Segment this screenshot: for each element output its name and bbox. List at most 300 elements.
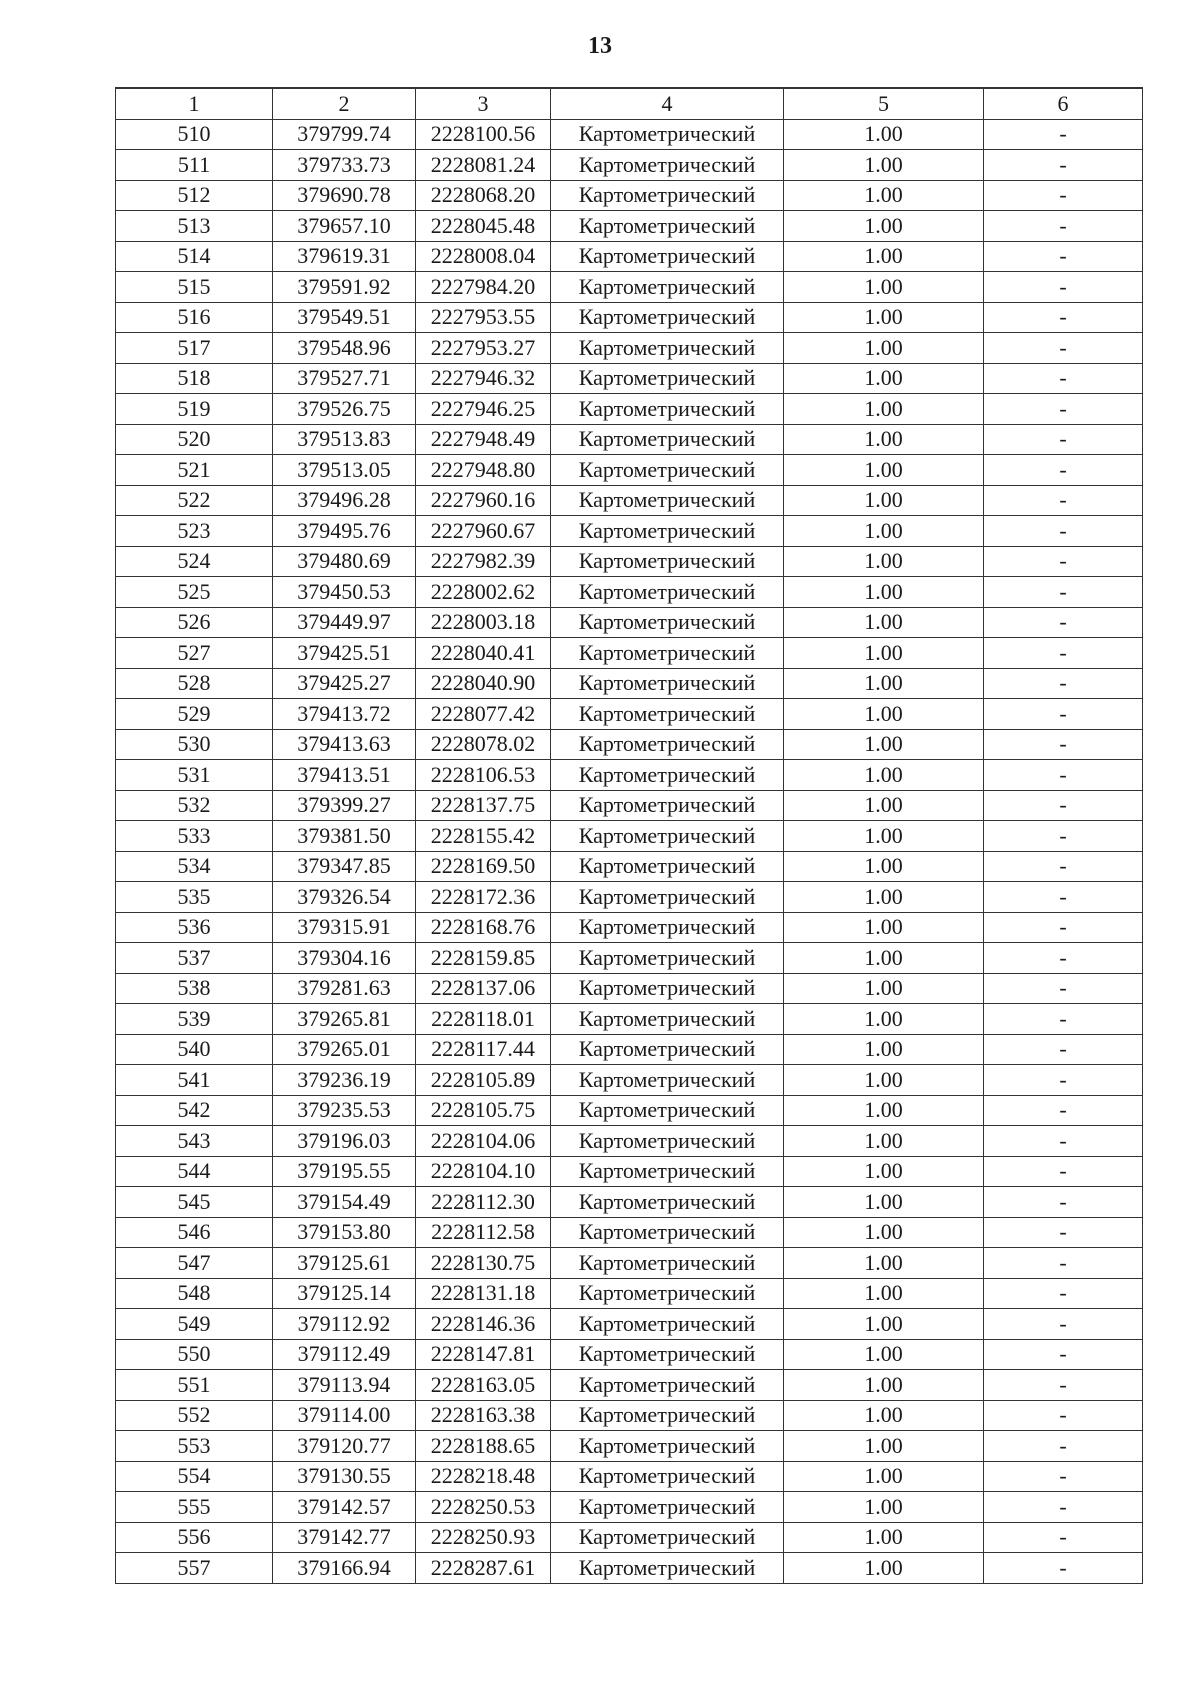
cell-accuracy: 1.00 (784, 638, 984, 669)
cell-method: Картометрический (551, 1492, 784, 1523)
cell-method: Картометрический (551, 1004, 784, 1035)
cell-note: - (984, 1065, 1143, 1096)
table-row (116, 1248, 1143, 1279)
cell-note: - (984, 973, 1143, 1004)
cell-point-number: 525 (116, 577, 273, 608)
cell-accuracy: 1.00 (784, 760, 984, 791)
cell-coord-x: 379236.19 (273, 1065, 416, 1096)
cell-accuracy: 1.00 (784, 1553, 984, 1584)
cell-coord-x: 379449.97 (273, 607, 416, 638)
cell-point-number: 554 (116, 1461, 273, 1492)
cell-coord-y: 2228100.56 (416, 119, 551, 150)
cell-accuracy: 1.00 (784, 1309, 984, 1340)
table-row (116, 333, 1143, 364)
cell-accuracy: 1.00 (784, 1187, 984, 1218)
cell-method: Картометрический (551, 607, 784, 638)
cell-point-number: 557 (116, 1553, 273, 1584)
column-header-1: 1 (116, 88, 273, 119)
table-row (116, 1461, 1143, 1492)
cell-accuracy: 1.00 (784, 1278, 984, 1309)
cell-coord-y: 2228008.04 (416, 241, 551, 272)
table-row (116, 424, 1143, 455)
cell-method: Картометрический (551, 638, 784, 669)
cell-coord-x: 379381.50 (273, 821, 416, 852)
cell-point-number: 552 (116, 1400, 273, 1431)
cell-note: - (984, 1553, 1143, 1584)
cell-note: - (984, 211, 1143, 242)
cell-coord-y: 2228218.48 (416, 1461, 551, 1492)
table-row (116, 1553, 1143, 1584)
cell-note: - (984, 943, 1143, 974)
cell-method: Картометрический (551, 821, 784, 852)
cell-coord-x: 379120.77 (273, 1431, 416, 1462)
cell-coord-y: 2228250.53 (416, 1492, 551, 1523)
cell-coord-y: 2227948.80 (416, 455, 551, 486)
cell-accuracy: 1.00 (784, 394, 984, 425)
table-row (116, 1095, 1143, 1126)
cell-method: Картометрический (551, 1034, 784, 1065)
cell-point-number: 521 (116, 455, 273, 486)
cell-note: - (984, 1522, 1143, 1553)
cell-coord-y: 2228117.44 (416, 1034, 551, 1065)
cell-note: - (984, 1400, 1143, 1431)
cell-point-number: 533 (116, 821, 273, 852)
cell-method: Картометрический (551, 1400, 784, 1431)
cell-coord-y: 2228147.81 (416, 1339, 551, 1370)
cell-method: Картометрический (551, 485, 784, 516)
cell-coord-y: 2227946.25 (416, 394, 551, 425)
table-row (116, 119, 1143, 150)
cell-note: - (984, 241, 1143, 272)
cell-point-number: 528 (116, 668, 273, 699)
cell-coord-y: 2228168.76 (416, 912, 551, 943)
cell-accuracy: 1.00 (784, 607, 984, 638)
cell-point-number: 543 (116, 1126, 273, 1157)
cell-point-number: 551 (116, 1370, 273, 1401)
cell-method: Картометрический (551, 1187, 784, 1218)
table-header (116, 88, 1143, 119)
cell-coord-y: 2228169.50 (416, 851, 551, 882)
cell-coord-y: 2228163.38 (416, 1400, 551, 1431)
cell-method: Картометрический (551, 1461, 784, 1492)
cell-note: - (984, 546, 1143, 577)
cell-accuracy: 1.00 (784, 1492, 984, 1523)
cell-method: Картометрический (551, 1126, 784, 1157)
table-row (116, 394, 1143, 425)
cell-coord-y: 2228155.42 (416, 821, 551, 852)
cell-coord-y: 2227982.39 (416, 546, 551, 577)
cell-point-number: 530 (116, 729, 273, 760)
cell-note: - (984, 150, 1143, 181)
cell-method: Картометрический (551, 1065, 784, 1096)
cell-note: - (984, 272, 1143, 303)
cell-accuracy: 1.00 (784, 851, 984, 882)
cell-method: Картометрический (551, 729, 784, 760)
cell-point-number: 549 (116, 1309, 273, 1340)
cell-method: Картометрический (551, 241, 784, 272)
cell-accuracy: 1.00 (784, 1156, 984, 1187)
cell-note: - (984, 119, 1143, 150)
cell-point-number: 548 (116, 1278, 273, 1309)
table-body (116, 119, 1143, 1583)
cell-coord-x: 379413.63 (273, 729, 416, 760)
table-row (116, 577, 1143, 608)
cell-point-number: 534 (116, 851, 273, 882)
cell-note: - (984, 455, 1143, 486)
cell-note: - (984, 1156, 1143, 1187)
cell-coord-x: 379480.69 (273, 546, 416, 577)
table-row (116, 211, 1143, 242)
cell-coord-y: 2228137.75 (416, 790, 551, 821)
cell-coord-x: 379450.53 (273, 577, 416, 608)
cell-note: - (984, 1248, 1143, 1279)
cell-point-number: 510 (116, 119, 273, 150)
table-row (116, 1156, 1143, 1187)
cell-method: Картометрический (551, 150, 784, 181)
cell-method: Картометрический (551, 455, 784, 486)
cell-note: - (984, 577, 1143, 608)
cell-coord-x: 379112.49 (273, 1339, 416, 1370)
cell-point-number: 524 (116, 546, 273, 577)
cell-coord-x: 379548.96 (273, 333, 416, 364)
cell-coord-y: 2228188.65 (416, 1431, 551, 1462)
cell-coord-y: 2228112.30 (416, 1187, 551, 1218)
cell-accuracy: 1.00 (784, 1217, 984, 1248)
cell-note: - (984, 394, 1143, 425)
cell-accuracy: 1.00 (784, 1522, 984, 1553)
cell-method: Картометрический (551, 1522, 784, 1553)
cell-point-number: 531 (116, 760, 273, 791)
cell-method: Картометрический (551, 333, 784, 364)
page-number: 13 (588, 33, 612, 59)
cell-note: - (984, 333, 1143, 364)
table-row (116, 607, 1143, 638)
cell-point-number: 517 (116, 333, 273, 364)
cell-coord-x: 379304.16 (273, 943, 416, 974)
table-row (116, 1400, 1143, 1431)
cell-method: Картометрический (551, 119, 784, 150)
cell-coord-y: 2228068.20 (416, 180, 551, 211)
cell-accuracy: 1.00 (784, 516, 984, 547)
cell-coord-y: 2228250.93 (416, 1522, 551, 1553)
cell-coord-x: 379315.91 (273, 912, 416, 943)
cell-accuracy: 1.00 (784, 1431, 984, 1462)
table-row (116, 1217, 1143, 1248)
cell-point-number: 538 (116, 973, 273, 1004)
cell-note: - (984, 851, 1143, 882)
cell-accuracy: 1.00 (784, 119, 984, 150)
cell-method: Картометрический (551, 577, 784, 608)
table-row (116, 851, 1143, 882)
cell-method: Картометрический (551, 1553, 784, 1584)
cell-method: Картометрический (551, 882, 784, 913)
cell-method: Картометрический (551, 363, 784, 394)
table-row (116, 180, 1143, 211)
cell-accuracy: 1.00 (784, 1248, 984, 1279)
cell-accuracy: 1.00 (784, 912, 984, 943)
cell-method: Картометрический (551, 1309, 784, 1340)
cell-method: Картометрический (551, 1248, 784, 1279)
cell-point-number: 556 (116, 1522, 273, 1553)
cell-accuracy: 1.00 (784, 455, 984, 486)
cell-accuracy: 1.00 (784, 1126, 984, 1157)
cell-coord-x: 379591.92 (273, 272, 416, 303)
cell-note: - (984, 1126, 1143, 1157)
table-row (116, 729, 1143, 760)
table-row (116, 1034, 1143, 1065)
cell-point-number: 520 (116, 424, 273, 455)
cell-coord-x: 379526.75 (273, 394, 416, 425)
cell-accuracy: 1.00 (784, 729, 984, 760)
cell-accuracy: 1.00 (784, 333, 984, 364)
cell-coord-x: 379154.49 (273, 1187, 416, 1218)
cell-method: Картометрический (551, 424, 784, 455)
cell-coord-x: 379425.27 (273, 668, 416, 699)
table-row (116, 546, 1143, 577)
cell-point-number: 546 (116, 1217, 273, 1248)
coordinates-table (115, 87, 1143, 1584)
cell-point-number: 523 (116, 516, 273, 547)
table-row (116, 1370, 1143, 1401)
table-row (116, 241, 1143, 272)
cell-accuracy: 1.00 (784, 1065, 984, 1096)
table-row (116, 516, 1143, 547)
cell-coord-y: 2228131.18 (416, 1278, 551, 1309)
cell-coord-x: 379513.83 (273, 424, 416, 455)
cell-coord-y: 2228077.42 (416, 699, 551, 730)
cell-accuracy: 1.00 (784, 668, 984, 699)
cell-note: - (984, 424, 1143, 455)
cell-point-number: 535 (116, 882, 273, 913)
table-row (116, 912, 1143, 943)
cell-method: Картометрический (551, 180, 784, 211)
cell-coord-x: 379166.94 (273, 1553, 416, 1584)
cell-method: Картометрический (551, 272, 784, 303)
cell-accuracy: 1.00 (784, 1095, 984, 1126)
cell-coord-y: 2228130.75 (416, 1248, 551, 1279)
cell-method: Картометрический (551, 912, 784, 943)
table-row (116, 882, 1143, 913)
cell-method: Картометрический (551, 973, 784, 1004)
cell-coord-y: 2227953.27 (416, 333, 551, 364)
cell-coord-y: 2228104.06 (416, 1126, 551, 1157)
cell-note: - (984, 882, 1143, 913)
cell-coord-x: 379496.28 (273, 485, 416, 516)
cell-accuracy: 1.00 (784, 302, 984, 333)
cell-coord-x: 379130.55 (273, 1461, 416, 1492)
cell-coord-y: 2228159.85 (416, 943, 551, 974)
cell-method: Картометрический (551, 302, 784, 333)
cell-note: - (984, 760, 1143, 791)
cell-coord-x: 379195.55 (273, 1156, 416, 1187)
cell-coord-x: 379114.00 (273, 1400, 416, 1431)
cell-coord-x: 379326.54 (273, 882, 416, 913)
cell-point-number: 553 (116, 1431, 273, 1462)
cell-coord-y: 2228078.02 (416, 729, 551, 760)
cell-point-number: 526 (116, 607, 273, 638)
table-row (116, 790, 1143, 821)
cell-point-number: 529 (116, 699, 273, 730)
cell-point-number: 527 (116, 638, 273, 669)
cell-accuracy: 1.00 (784, 1034, 984, 1065)
cell-accuracy: 1.00 (784, 363, 984, 394)
cell-accuracy: 1.00 (784, 943, 984, 974)
table-row (116, 485, 1143, 516)
table-row (116, 943, 1143, 974)
cell-coord-y: 2228287.61 (416, 1553, 551, 1584)
table-row (116, 760, 1143, 791)
table-row (116, 455, 1143, 486)
column-header-2: 2 (273, 88, 416, 119)
column-header-3: 3 (416, 88, 551, 119)
cell-coord-x: 379425.51 (273, 638, 416, 669)
cell-method: Картометрический (551, 760, 784, 791)
cell-method: Картометрический (551, 546, 784, 577)
cell-point-number: 516 (116, 302, 273, 333)
cell-note: - (984, 699, 1143, 730)
cell-method: Картометрический (551, 394, 784, 425)
cell-coord-x: 379527.71 (273, 363, 416, 394)
cell-note: - (984, 485, 1143, 516)
cell-note: - (984, 1217, 1143, 1248)
cell-coord-x: 379413.72 (273, 699, 416, 730)
cell-accuracy: 1.00 (784, 1461, 984, 1492)
cell-coord-x: 379265.81 (273, 1004, 416, 1035)
table-row (116, 1522, 1143, 1553)
cell-coord-x: 379733.73 (273, 150, 416, 181)
cell-method: Картометрический (551, 943, 784, 974)
cell-point-number: 513 (116, 211, 273, 242)
cell-coord-y: 2227960.16 (416, 485, 551, 516)
cell-point-number: 547 (116, 1248, 273, 1279)
cell-note: - (984, 302, 1143, 333)
cell-note: - (984, 1431, 1143, 1462)
cell-coord-x: 379619.31 (273, 241, 416, 272)
cell-accuracy: 1.00 (784, 211, 984, 242)
table-row (116, 668, 1143, 699)
cell-coord-y: 2228146.36 (416, 1309, 551, 1340)
cell-note: - (984, 1370, 1143, 1401)
cell-accuracy: 1.00 (784, 790, 984, 821)
cell-accuracy: 1.00 (784, 577, 984, 608)
cell-note: - (984, 1278, 1143, 1309)
table-row (116, 1339, 1143, 1370)
cell-accuracy: 1.00 (784, 485, 984, 516)
cell-coord-y: 2228040.90 (416, 668, 551, 699)
cell-method: Картометрический (551, 211, 784, 242)
header-row (116, 88, 1143, 119)
cell-coord-y: 2227948.49 (416, 424, 551, 455)
cell-note: - (984, 729, 1143, 760)
table-row (116, 150, 1143, 181)
cell-method: Картометрический (551, 1217, 784, 1248)
cell-coord-x: 379235.53 (273, 1095, 416, 1126)
cell-accuracy: 1.00 (784, 241, 984, 272)
cell-point-number: 537 (116, 943, 273, 974)
cell-coord-y: 2228105.75 (416, 1095, 551, 1126)
cell-note: - (984, 638, 1143, 669)
cell-point-number: 544 (116, 1156, 273, 1187)
cell-accuracy: 1.00 (784, 424, 984, 455)
cell-note: - (984, 912, 1143, 943)
cell-coord-y: 2227960.67 (416, 516, 551, 547)
cell-point-number: 515 (116, 272, 273, 303)
cell-point-number: 536 (116, 912, 273, 943)
cell-method: Картометрический (551, 668, 784, 699)
cell-coord-y: 2228172.36 (416, 882, 551, 913)
cell-coord-y: 2228137.06 (416, 973, 551, 1004)
cell-coord-y: 2227984.20 (416, 272, 551, 303)
cell-point-number: 512 (116, 180, 273, 211)
cell-coord-x: 379657.10 (273, 211, 416, 242)
table-row (116, 1309, 1143, 1340)
cell-method: Картометрический (551, 1278, 784, 1309)
table-row (116, 1126, 1143, 1157)
cell-coord-x: 379549.51 (273, 302, 416, 333)
table-row (116, 699, 1143, 730)
table-row (116, 821, 1143, 852)
cell-note: - (984, 1004, 1143, 1035)
cell-note: - (984, 790, 1143, 821)
cell-method: Картометрический (551, 1095, 784, 1126)
cell-coord-x: 379690.78 (273, 180, 416, 211)
cell-note: - (984, 607, 1143, 638)
cell-coord-x: 379125.14 (273, 1278, 416, 1309)
cell-coord-x: 379799.74 (273, 119, 416, 150)
cell-note: - (984, 1187, 1143, 1218)
cell-coord-x: 379196.03 (273, 1126, 416, 1157)
cell-note: - (984, 1034, 1143, 1065)
cell-coord-y: 2228081.24 (416, 150, 551, 181)
cell-accuracy: 1.00 (784, 973, 984, 1004)
cell-accuracy: 1.00 (784, 180, 984, 211)
table-row (116, 302, 1143, 333)
table-row (116, 1065, 1143, 1096)
cell-method: Картометрический (551, 1339, 784, 1370)
cell-note: - (984, 516, 1143, 547)
cell-coord-x: 379265.01 (273, 1034, 416, 1065)
column-header-5: 5 (784, 88, 984, 119)
cell-coord-y: 2228040.41 (416, 638, 551, 669)
cell-method: Картометрический (551, 516, 784, 547)
cell-coord-x: 379125.61 (273, 1248, 416, 1279)
cell-method: Картометрический (551, 699, 784, 730)
cell-note: - (984, 668, 1143, 699)
cell-note: - (984, 1339, 1143, 1370)
cell-coord-y: 2228112.58 (416, 1217, 551, 1248)
cell-point-number: 541 (116, 1065, 273, 1096)
cell-coord-x: 379113.94 (273, 1370, 416, 1401)
cell-accuracy: 1.00 (784, 882, 984, 913)
cell-method: Картометрический (551, 851, 784, 882)
cell-coord-x: 379399.27 (273, 790, 416, 821)
cell-note: - (984, 363, 1143, 394)
cell-coord-y: 2228104.10 (416, 1156, 551, 1187)
cell-coord-x: 379142.77 (273, 1522, 416, 1553)
cell-accuracy: 1.00 (784, 150, 984, 181)
cell-point-number: 540 (116, 1034, 273, 1065)
cell-accuracy: 1.00 (784, 699, 984, 730)
cell-method: Картометрический (551, 1156, 784, 1187)
cell-coord-x: 379142.57 (273, 1492, 416, 1523)
cell-coord-x: 379281.63 (273, 973, 416, 1004)
cell-coord-y: 2227946.32 (416, 363, 551, 394)
cell-point-number: 550 (116, 1339, 273, 1370)
cell-method: Картометрический (551, 1431, 784, 1462)
table-row (116, 1004, 1143, 1035)
cell-point-number: 539 (116, 1004, 273, 1035)
cell-coord-y: 2228105.89 (416, 1065, 551, 1096)
